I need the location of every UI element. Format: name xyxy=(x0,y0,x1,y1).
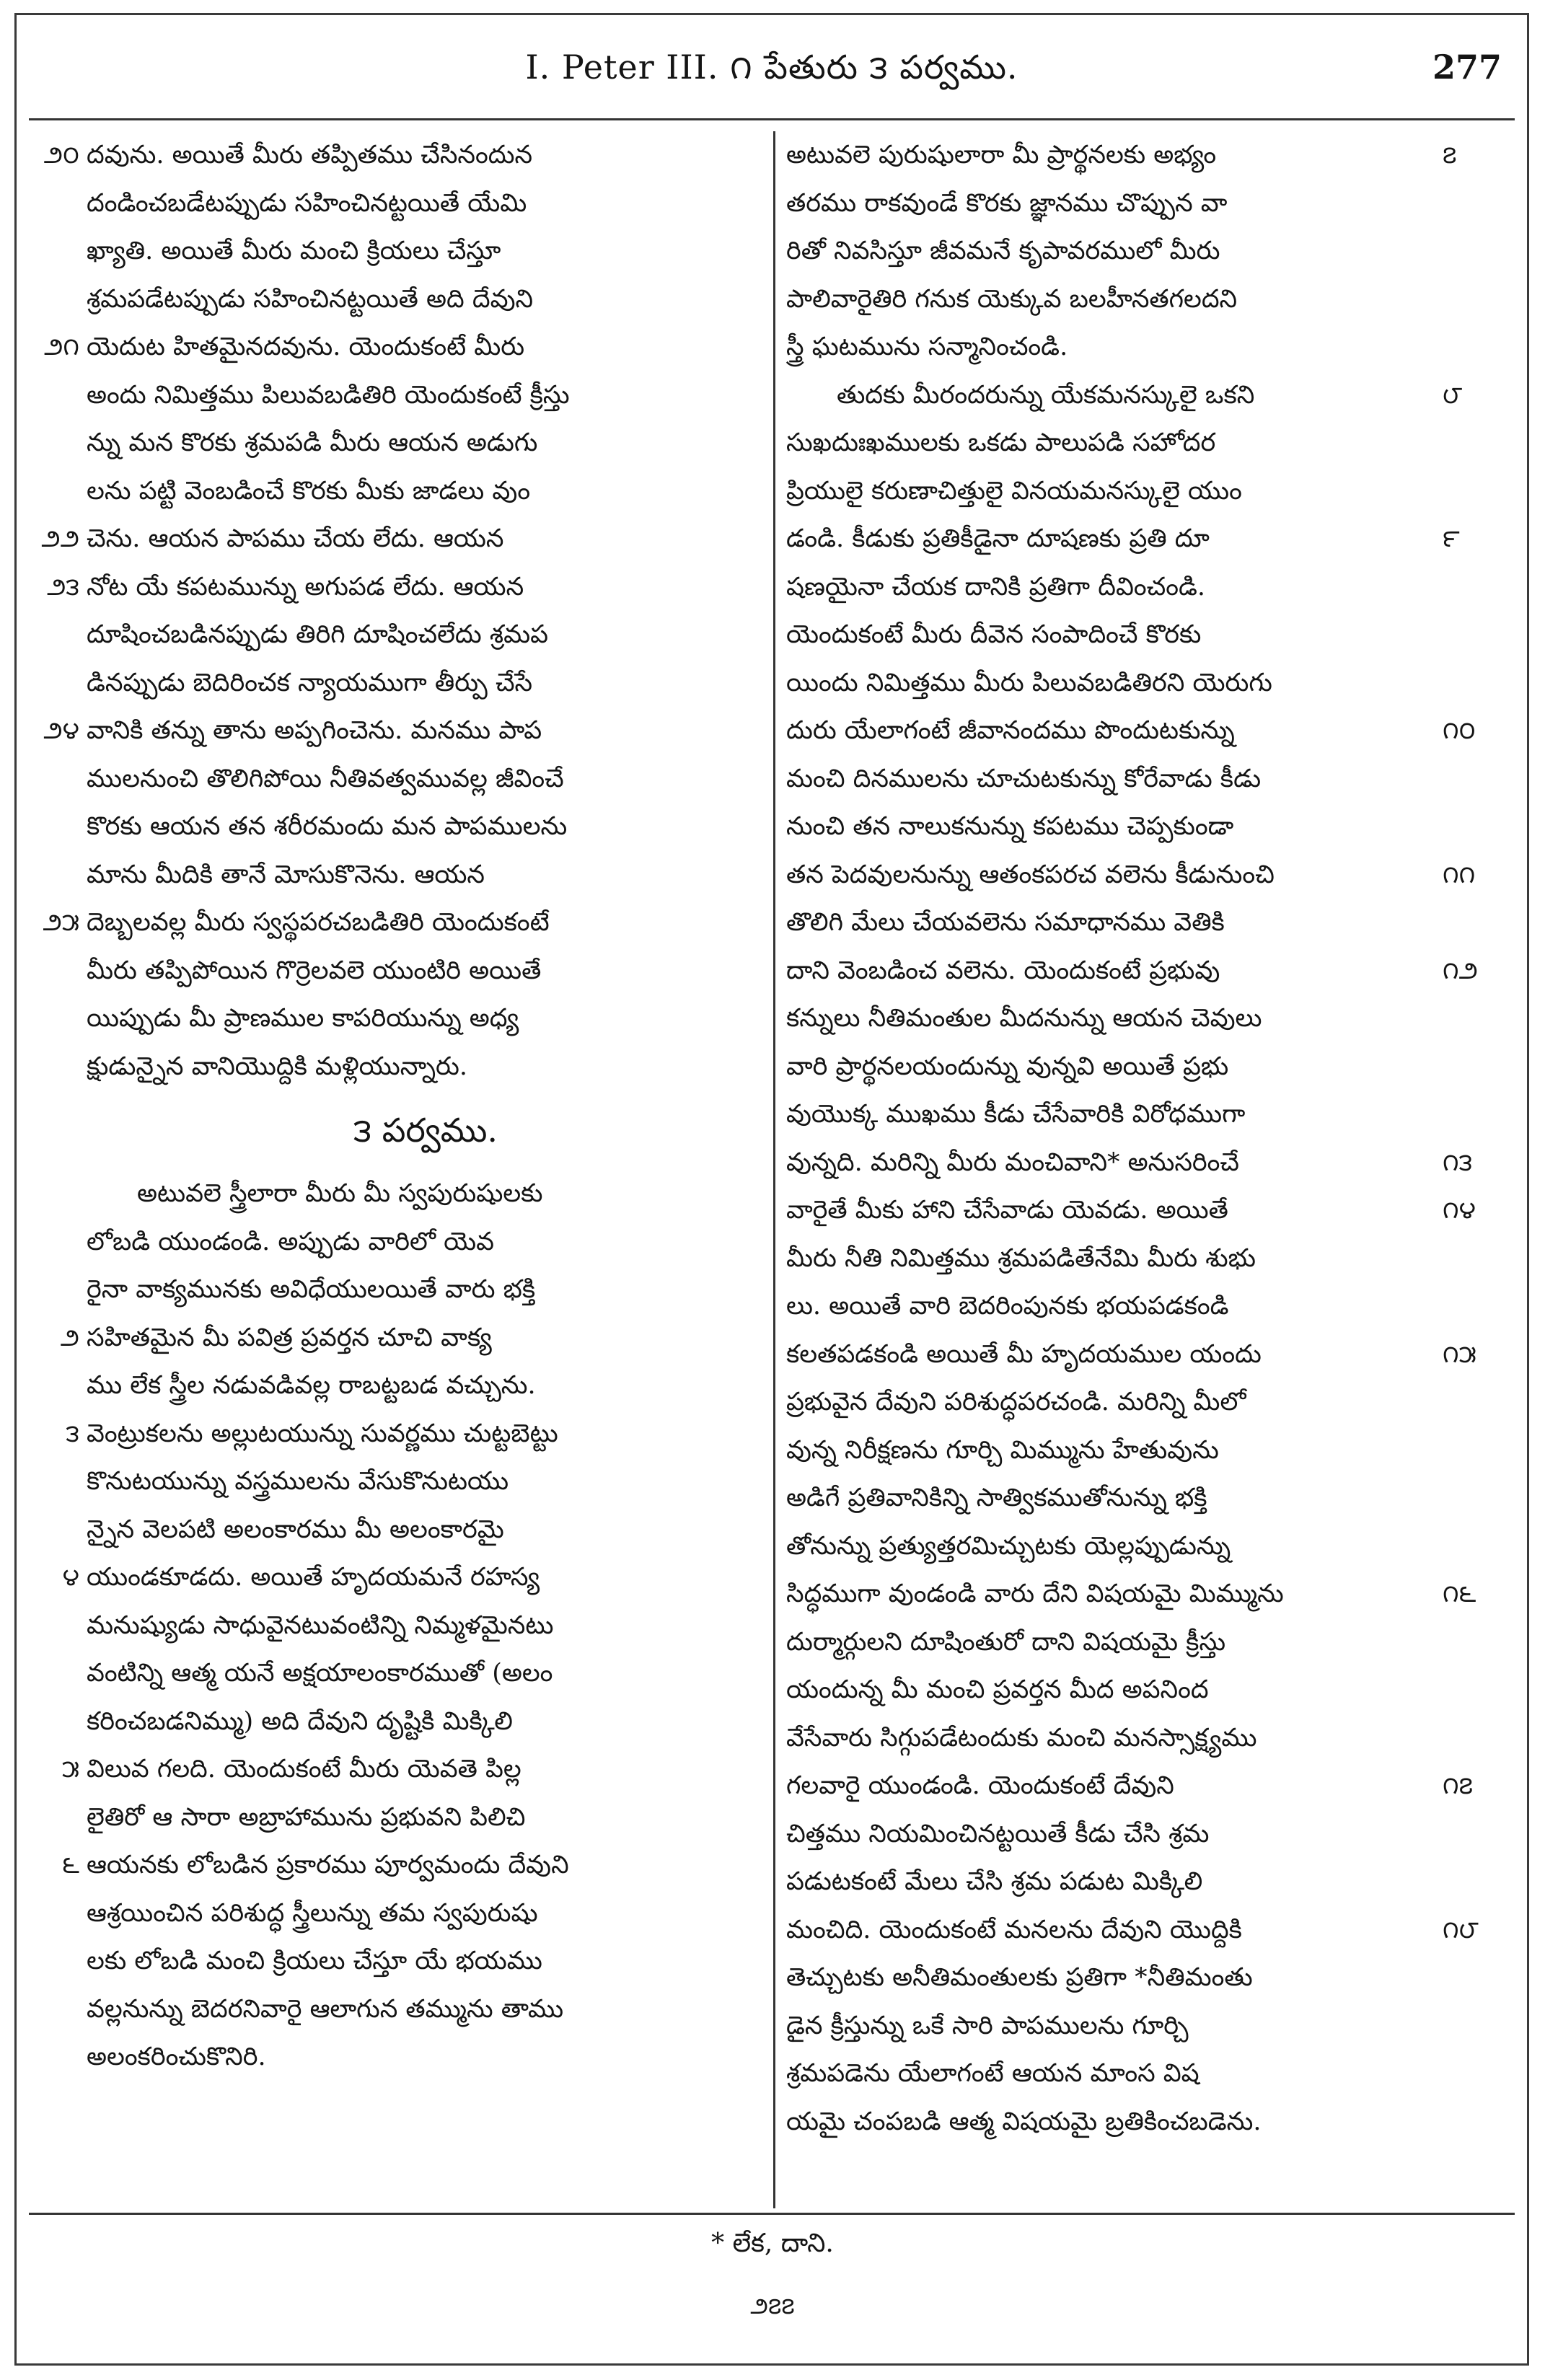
printer-signature: ౨౭౭ xyxy=(750,2292,795,2319)
line-text: అటువలె స్త్రీలారా మీరు మీ స్వపురుషులకు xyxy=(137,1179,543,1208)
text-line xyxy=(786,1427,1435,1475)
text-line xyxy=(60,1314,765,1362)
text-line xyxy=(87,1937,765,1985)
line-text: రైనా వాక్యమునకు అవిధేయులయితే వారు భక్తి xyxy=(87,1275,536,1304)
text-line xyxy=(786,1331,1476,1379)
line-text: తొలిగి మేలు చేయవలెను సమాధానము వెతికి xyxy=(786,908,1225,937)
line-text: తోనున్ను ప్రత్యుత్తరమిచ్చుటకు యెల్లప్పుడున్ను xyxy=(786,1531,1231,1561)
line-text: డైన క్రీస్తున్ను ఒకే సారి పాపములను గూర్చి xyxy=(786,2011,1189,2040)
text-line xyxy=(87,419,765,467)
text-line xyxy=(87,1649,765,1698)
verse-number: ౨౩ xyxy=(47,572,79,601)
line-text: అలంకరించుకొనిరి. xyxy=(87,2042,266,2071)
text-line xyxy=(87,1043,765,1091)
verse-number: ౨౨ xyxy=(41,524,79,553)
verse-number: ౨ xyxy=(60,1323,79,1352)
text-line xyxy=(786,1762,1474,1810)
text-line xyxy=(87,371,765,420)
text-line xyxy=(786,563,1435,612)
text-line xyxy=(786,1186,1476,1235)
header-rule xyxy=(29,118,1515,120)
text-line xyxy=(786,2002,1435,2050)
text-line xyxy=(87,1362,765,1410)
text-line xyxy=(786,1139,1473,1187)
verse-number: ౮ xyxy=(1443,380,1463,410)
text-line xyxy=(786,371,1463,420)
line-text: ప్రభువైన దేవుని పరిశుద్ధపరచండి. మరిన్ని మీలో xyxy=(786,1388,1246,1416)
line-text: నోట యే కపటమున్ను అగుపడ లేదు. ఆయన xyxy=(87,572,524,601)
verse-number: ౧౭ xyxy=(1443,1771,1474,1800)
line-text: యిప్పుడు మీ ప్రాణముల కాపరియున్ను అధ్య xyxy=(87,1004,519,1033)
text-line xyxy=(786,803,1435,851)
line-text: మంచిది. యెందుకంటే మనలను దేవుని యొద్దికి xyxy=(786,1915,1242,1944)
line-text: సుఖదుఃఖములకు ఒకడు పాలుపడి సహోదర xyxy=(786,428,1216,457)
text-line xyxy=(786,419,1435,467)
line-text: ములనుంచి తొలిగిపోయి నీతివత్వమువల్ల జీవించే xyxy=(87,764,564,793)
text-line xyxy=(61,1745,765,1794)
line-text: దెబ్బలవల్ల మీరు స్వస్థపరచబడితిరి యెందుకంటే xyxy=(87,908,550,937)
text-line xyxy=(786,2098,1435,2146)
text-line xyxy=(87,1602,765,1650)
line-text: కరించబడనిమ్ము) అది దేవుని దృష్టికి మిక్కిలి xyxy=(87,1706,513,1736)
text-line xyxy=(786,755,1435,803)
text-line xyxy=(87,1218,765,1266)
text-line xyxy=(786,131,1457,180)
verse-number: ౨౪ xyxy=(43,716,79,745)
verse-number: ౧౮ xyxy=(1443,1915,1479,1944)
text-line xyxy=(87,1890,765,1938)
verse-number: ౭ xyxy=(1443,141,1457,169)
line-text: లైతిరో ఆ సారా అబ్రాహామును ప్రభువని పిలిచి xyxy=(87,1802,526,1832)
line-text: వల్లనున్ను బెదరనివారై ఆలాగున తమ్మును తాము xyxy=(87,1994,564,2024)
line-text: లోబడి యుండండి. అప్పుడు వారిలో యెవ xyxy=(87,1227,494,1256)
verse-number: ౧౦ xyxy=(1443,716,1476,745)
line-text: ౩ పర్వము. xyxy=(353,1111,498,1150)
verse-number: ౨౧ xyxy=(44,332,79,361)
text-line xyxy=(786,947,1478,995)
text-line xyxy=(786,276,1435,324)
text-line xyxy=(87,1985,765,2034)
line-text: సిద్ధముగా వుండండి వారు దేని విషయమై మిమ్మును xyxy=(786,1579,1284,1608)
line-text: ము లేక స్త్రీల నడువడివల్ల రాబట్టబడ వచ్చును. xyxy=(87,1371,536,1400)
text-line xyxy=(43,131,765,180)
footer-rule xyxy=(29,2213,1515,2215)
line-text: తుదకు మీరందరున్ను యేకమనస్కులై ఒకని xyxy=(837,380,1255,410)
text-line xyxy=(786,899,1435,947)
line-text: శ్రమపడెను యేలాగంటే ఆయన మాంస విష xyxy=(786,2059,1200,2088)
line-text: న్నైన వెలపటి అలంకారము మీ అలంకారమై xyxy=(87,1515,504,1544)
line-text: వారి ప్రార్థనలయందున్ను వున్నవి అయితే ప్రభు xyxy=(786,1052,1229,1081)
verse-number: ౫ xyxy=(61,1755,79,1784)
text-line xyxy=(47,563,765,612)
text-line xyxy=(786,1618,1435,1667)
line-text: మీరు తప్పిపోయిన గొర్రెలవలె యుంటిరి అయితే xyxy=(87,956,542,985)
text-line xyxy=(786,323,1435,371)
line-text: అందు నిమిత్తము పిలువబడితిరి యెందుకంటే క్రీస్తు xyxy=(87,380,570,410)
text-line xyxy=(786,1906,1479,1954)
line-text: కొనుటయున్ను వస్త్రములను వేసుకొనుటయు xyxy=(87,1467,509,1496)
verse-number: ౧౩ xyxy=(1443,1147,1473,1177)
text-line xyxy=(43,899,765,947)
text-line xyxy=(786,1714,1435,1763)
line-text: రితో నివసిస్తూ జీవమనే కృపావరములో మీరు xyxy=(786,237,1220,265)
line-text: అటువలె పురుషులారా మీ ప్రార్థనలకు అభ్యం xyxy=(786,141,1217,169)
line-text: మనుష్యుడు సాధువైనటువంటిన్ని నిమ్మళమైనటు xyxy=(87,1610,554,1640)
line-text: షణయైనా చేయక దానికి ప్రతిగా దీవించండి. xyxy=(786,572,1205,601)
text-line xyxy=(87,1698,765,1746)
text-line xyxy=(87,276,765,324)
text-line xyxy=(786,1282,1435,1331)
text-line xyxy=(87,611,765,659)
text-line xyxy=(87,1170,765,1218)
line-text: నుంచి తన నాలుకనున్ను కపటము చెప్పకుండా xyxy=(786,812,1234,841)
text-line xyxy=(786,515,1460,563)
line-text: ప్రియులై కరుణాచిత్తులై వినయమనస్కులై యుం xyxy=(786,476,1242,506)
text-line xyxy=(786,227,1435,276)
line-text: మాను మీదికి తానే మోసుకొనెను. ఆయన xyxy=(87,860,485,889)
verse-number: ౧౨ xyxy=(1443,956,1478,985)
left-column xyxy=(41,131,765,2201)
line-text: యిందు నిమిత్తము మీరు పిలువబడితిరని యెరుగు xyxy=(786,668,1272,697)
text-line xyxy=(786,1235,1435,1283)
text-line xyxy=(786,1810,1435,1859)
line-text: యుండకూడదు. అయితే హృదయమనే రహస్య xyxy=(87,1563,540,1592)
line-text: యెదుట హితమైనదవును. యెందుకంటే మీరు xyxy=(87,332,525,361)
line-text: దండించబడేటప్పుడు సహించినట్టయితే యేమి xyxy=(87,188,527,218)
text-line xyxy=(786,611,1435,659)
text-line xyxy=(87,803,765,851)
line-text: వారైతే మీకు హాని చేసేవాడు యెవడు. అయితే xyxy=(786,1196,1228,1225)
line-text: స్త్రీ ఘటమును సన్మానించండి. xyxy=(786,332,1068,361)
text-line xyxy=(87,1266,765,1314)
line-text: ఆశ్రయించిన పరిశుద్ధ స్త్రీలున్ను తమ స్వపురుషు xyxy=(87,1898,538,1928)
running-title: I. Peter III. ౧ పేతురు ౩ పర్వము. xyxy=(525,48,1018,87)
line-text: కొరకు ఆయన తన శరీరమందు మన పాపములను xyxy=(87,812,568,841)
line-text: యెందుకంటే మీరు దీవెన సంపాదించే కొరకు xyxy=(786,620,1202,649)
text-line xyxy=(786,1570,1476,1618)
text-line xyxy=(87,995,765,1043)
text-line xyxy=(62,1841,765,1890)
line-text: చెను. ఆయన పాపము చేయ లేదు. ఆయన xyxy=(87,524,504,553)
line-text: వేసేవారు సిగ్గుపడేటందుకు మంచి మనస్సాక్ష్యము xyxy=(786,1723,1257,1753)
text-line xyxy=(786,851,1476,899)
verse-number: ౧౫ xyxy=(1443,1339,1476,1369)
text-line xyxy=(786,1522,1435,1571)
right-column xyxy=(786,131,1479,2201)
text-line xyxy=(44,323,765,371)
text-line xyxy=(41,515,765,563)
footnote: * లేక, దాని. xyxy=(711,2229,834,2258)
line-text: తన పెదవులనున్ను ఆతంకపరచ వలెను కీడునుంచి xyxy=(786,860,1275,889)
text-line xyxy=(786,467,1435,516)
text-line xyxy=(87,755,765,803)
verse-number: ౩ xyxy=(66,1419,79,1448)
text-line xyxy=(87,467,765,516)
line-text: పడుటకంటే మేలు చేసి శ్రమ పడుట మిక్కిలి xyxy=(786,1867,1203,1896)
line-text: దాని వెంబడించ వలెను. యెందుకంటే ప్రభువు xyxy=(786,956,1220,985)
text-line xyxy=(87,659,765,708)
line-text: లకు లోబడి మంచి క్రియలు చేస్తూ యే భయము xyxy=(87,1947,542,1975)
line-text: యందున్న మీ మంచి ప్రవర్తన మీద అపనింద xyxy=(786,1675,1209,1704)
text-line xyxy=(87,2033,765,2081)
text-line xyxy=(786,707,1476,755)
line-text: లను పట్టి వెంబడించే కొరకు మీకు జాడలు వుం xyxy=(87,476,531,506)
line-text: తరము రాకవుండే కొరకు జ్ఞానము చొప్పున వా xyxy=(786,188,1228,218)
line-text: సహితమైన మీ పవిత్ర ప్రవర్తన చూచి వాక్య xyxy=(87,1323,492,1352)
text-line xyxy=(786,1666,1435,1714)
text-line xyxy=(786,995,1435,1043)
text-line xyxy=(786,1954,1435,2002)
text-line xyxy=(87,1506,765,1554)
text-line xyxy=(786,1378,1435,1427)
line-text: దుర్మార్గులని దూషింతురో దాని విషయమై క్రీస్తు xyxy=(786,1627,1226,1657)
verse-number: ౨౦ xyxy=(43,141,79,169)
line-text: విలువ గలది. యెందుకంటే మీరు యెవతె పిల్ల xyxy=(87,1755,521,1784)
text-line xyxy=(786,1474,1435,1522)
line-text: లు. అయితే వారి బెదరింపునకు భయపడకండి xyxy=(786,1292,1229,1321)
line-text: వెంట్రుకలను అల్లుటయున్ను సువర్ణము చుట్టబెట్టు xyxy=(87,1419,558,1448)
page-number: 277 xyxy=(1432,48,1502,87)
verse-number: ౧౧ xyxy=(1443,860,1476,889)
verse-number: ౨౫ xyxy=(43,908,79,937)
line-text: చిత్తము నియమించినట్టయితే కీడు చేసి శ్రమ xyxy=(786,1819,1210,1848)
line-text: కన్నులు నీతిమంతుల మీదనున్ను ఆయన చెవులు xyxy=(786,1004,1262,1033)
line-text: దూషించబడినప్పుడు తిరిగి దూషించలేదు శ్రమప xyxy=(87,620,548,649)
line-text: వానికి తన్ను తాను అప్పగించెను. మనము పాప xyxy=(87,716,542,745)
page-header xyxy=(29,42,1515,107)
line-text: గలవారై యుండండి. యెందుకంటే దేవుని xyxy=(786,1771,1174,1800)
line-text: దురు యేలాగంటే జీవానందము పొందుటకున్ను xyxy=(786,716,1235,745)
line-text: వున్న నిరీక్షణను గూర్చి మిమ్మును హేతువును xyxy=(786,1435,1219,1465)
line-text: యమై చంపబడి ఆత్మ విషయమై బ్రతికించబడెను. xyxy=(786,2107,1262,2136)
text-line xyxy=(87,227,765,276)
verse-number: ౬ xyxy=(62,1851,79,1879)
text-line xyxy=(786,1043,1435,1091)
line-text: మంచి దినములను చూచుటకున్ను కోరేవాడు కీడు xyxy=(786,764,1262,793)
verse-number: ౪ xyxy=(62,1563,79,1592)
line-text: వంటిన్ని ఆత్మ యనే అక్షయాలంకారముతో (అలం xyxy=(87,1659,553,1688)
verse-number: ౧౪ xyxy=(1443,1196,1476,1225)
text-line xyxy=(786,1858,1435,1906)
text-line xyxy=(786,180,1435,228)
text-line xyxy=(43,707,765,755)
verse-number: ౧౬ xyxy=(1443,1579,1476,1608)
verse-number: ౯ xyxy=(1443,524,1460,553)
text-line xyxy=(87,851,765,899)
text-line xyxy=(87,947,765,995)
line-text: కలతపడకండి అయితే మీ హృదయముల యందు xyxy=(786,1339,1262,1369)
text-line xyxy=(87,1458,765,1506)
line-text: క్షుడున్నైన వానియొద్దికి మళ్లియున్నారు. xyxy=(87,1052,467,1081)
line-text: న్ను మన కొరకు శ్రమపడి మీరు ఆయన అడుగు xyxy=(87,428,538,457)
line-text: తెచ్చుటకు అనీతిమంతులకు ప్రతిగా *నీతిమంతు xyxy=(786,1963,1253,1992)
line-text: డినప్పుడు బెదిరించక న్యాయముగా తీర్పు చేసే xyxy=(87,668,533,697)
line-text: ఆయనకు లోబడిన ప్రకారము పూర్వమందు దేవుని xyxy=(87,1851,569,1879)
line-text: అడిగే ప్రతివానికిన్ని సాత్వికముతోనున్ను భక్తి xyxy=(786,1484,1207,1512)
text-line xyxy=(786,2050,1435,2098)
line-text: వున్నది. మరిన్ని మీరు మంచివాని* అనుసరించే xyxy=(786,1147,1240,1177)
line-text: వుయొక్క ముఖము కీడు చేసేవారికి విరోధముగా xyxy=(786,1100,1246,1129)
text-line xyxy=(786,659,1435,708)
line-text: పాలివారైతిరి గనుక యెక్కువ బలహీనతగలదని xyxy=(786,284,1238,314)
line-text: ఖ్యాతి. అయితే మీరు మంచి క్రియలు చేస్తూ xyxy=(87,237,501,265)
text-line xyxy=(786,1090,1435,1139)
text-line xyxy=(87,1794,765,1842)
text-line xyxy=(62,1553,765,1602)
line-text: దవును. అయితే మీరు తప్పితము చేసినందున xyxy=(87,141,533,169)
text-line xyxy=(87,180,765,228)
line-text: శ్రమపడేటప్పుడు సహించినట్టయితే అది దేవుని xyxy=(87,284,534,314)
text-line xyxy=(66,1410,765,1458)
line-text: మీరు నీతి నిమిత్తము శ్రమపడితేనేమి మీరు శుభు xyxy=(786,1243,1256,1273)
line-text: డండి. కీడుకు ప్రతికీడైనా దూషణకు ప్రతి దూ xyxy=(786,524,1210,553)
chapter-heading xyxy=(87,1090,765,1170)
column-divider xyxy=(773,131,775,2208)
